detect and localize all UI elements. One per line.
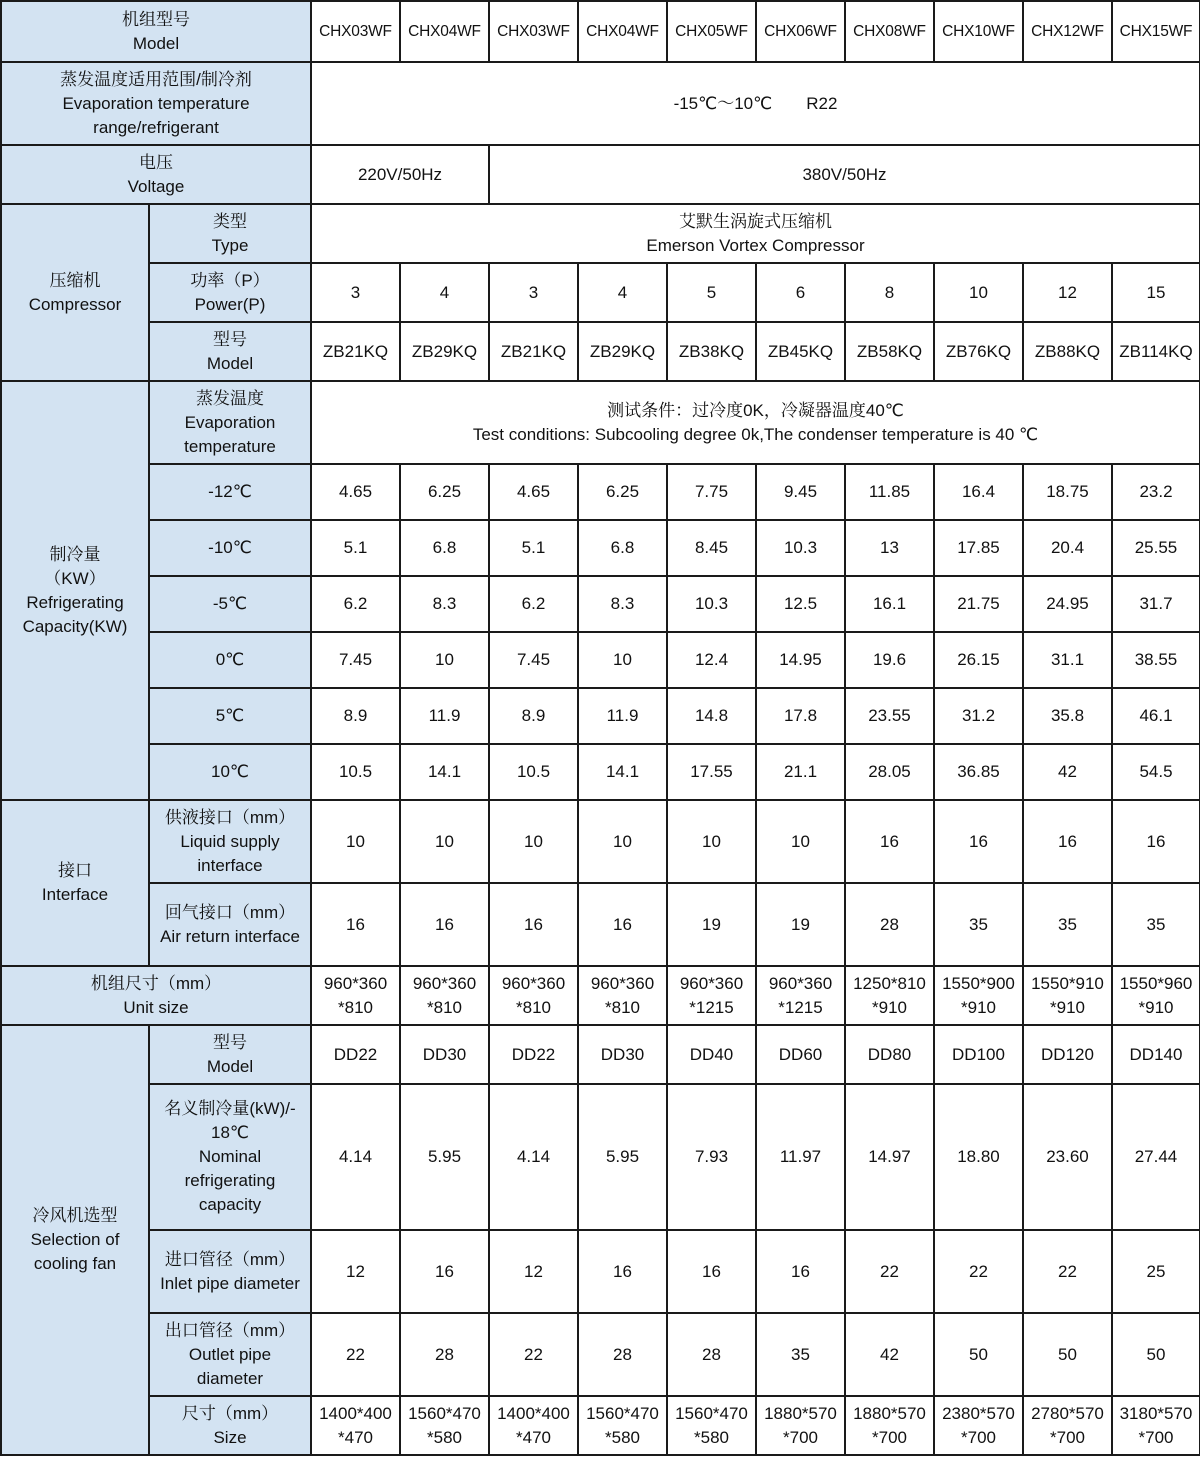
compressor-type-row <box>1 204 1200 263</box>
capacity-cell: 11.9 <box>578 688 667 744</box>
fan-capacity-cell: 27.44 <box>1112 1084 1200 1230</box>
capacity-cell: 17.55 <box>667 744 756 800</box>
fan-size-cell: 1400*400 *470 <box>489 1396 578 1455</box>
air-return-label: 回气接口（mm） Air return interface <box>149 883 311 966</box>
capacity-group-label: 制冷量 （KW） Refrigerating Capacity(KW) <box>1 381 149 800</box>
air-return-row <box>1 883 1200 966</box>
liquid-supply-cell: 10 <box>667 800 756 883</box>
capacity-cell: 12.4 <box>667 632 756 688</box>
liquid-supply-label: 供液接口（mm） Liquid supply interface <box>149 800 311 883</box>
fan-outlet-row <box>1 1313 1200 1396</box>
fan-model-row <box>1 1025 1200 1084</box>
fan-size-cell: 1400*400 *470 <box>311 1396 400 1455</box>
capacity-row <box>1 464 1200 520</box>
fan-outlet-cell: 50 <box>1112 1313 1200 1396</box>
unit-size-label: 机组尺寸（mm） Unit size <box>1 966 311 1025</box>
capacity-cell: 23.55 <box>845 688 934 744</box>
capacity-cell: 10 <box>400 632 489 688</box>
fan-model-cell: DD40 <box>667 1025 756 1084</box>
fan-inlet-cell: 16 <box>667 1230 756 1313</box>
liquid-supply-row <box>1 800 1200 883</box>
fan-model-cell: DD30 <box>578 1025 667 1084</box>
fan-group-label: 冷风机选型 Selection of cooling fan <box>1 1025 149 1455</box>
capacity-cell: 17.8 <box>756 688 845 744</box>
unit-size-cell: 960*360 *1215 <box>667 966 756 1025</box>
compressor-model-cell: ZB114KQ <box>1112 322 1200 381</box>
fan-model-cell: DD22 <box>489 1025 578 1084</box>
fan-capacity-row <box>1 1084 1200 1230</box>
fan-size-cell: 1560*470 *580 <box>400 1396 489 1455</box>
capacity-cell: 6.2 <box>311 576 400 632</box>
compressor-power-row <box>1 263 1200 322</box>
capacity-cell: 12.5 <box>756 576 845 632</box>
fan-outlet-label: 出口管径（mm） Outlet pipe diameter <box>149 1313 311 1396</box>
power-cell: 12 <box>1023 263 1112 322</box>
capacity-cell: 4.65 <box>311 464 400 520</box>
capacity-row <box>1 744 1200 800</box>
air-return-cell: 19 <box>756 883 845 966</box>
power-cell: 6 <box>756 263 845 322</box>
compressor-type-label: 类型 Type <box>149 204 311 263</box>
unit-size-cell: 960*360 *810 <box>489 966 578 1025</box>
capacity-cell: 6.25 <box>400 464 489 520</box>
fan-inlet-cell: 22 <box>845 1230 934 1313</box>
compressor-model-cell: ZB21KQ <box>311 322 400 381</box>
air-return-cell: 16 <box>489 883 578 966</box>
capacity-cell: 7.45 <box>311 632 400 688</box>
capacity-cell: 4.65 <box>489 464 578 520</box>
fan-outlet-cell: 28 <box>400 1313 489 1396</box>
evaporation-temp: 5℃ <box>149 688 311 744</box>
fan-model-cell: DD30 <box>400 1025 489 1084</box>
capacity-cell: 6.2 <box>489 576 578 632</box>
capacity-cell: 16.4 <box>934 464 1023 520</box>
unit-size-cell: 1250*810 *910 <box>845 966 934 1025</box>
compressor-model-cell: ZB21KQ <box>489 322 578 381</box>
fan-model-cell: DD140 <box>1112 1025 1200 1084</box>
fan-capacity-cell: 7.93 <box>667 1084 756 1230</box>
fan-model-cell: DD120 <box>1023 1025 1112 1084</box>
capacity-cell: 21.75 <box>934 576 1023 632</box>
power-cell: 3 <box>489 263 578 322</box>
capacity-cell: 21.1 <box>756 744 845 800</box>
fan-inlet-cell: 22 <box>934 1230 1023 1313</box>
fan-outlet-cell: 35 <box>756 1313 845 1396</box>
power-cell: 4 <box>578 263 667 322</box>
evaporation-range-value <box>311 62 1200 145</box>
air-return-cell: 16 <box>400 883 489 966</box>
compressor-model-row <box>1 322 1200 381</box>
fan-size-cell: 1880*570 *700 <box>845 1396 934 1455</box>
compressor-power-label: 功率（P） Power(P) <box>149 263 311 322</box>
fan-model-label: 型号 Model <box>149 1025 311 1084</box>
capacity-cell: 24.95 <box>1023 576 1112 632</box>
compressor-model-cell: ZB58KQ <box>845 322 934 381</box>
compressor-model-cell: ZB45KQ <box>756 322 845 381</box>
fan-model-cell: DD22 <box>311 1025 400 1084</box>
fan-outlet-cell: 28 <box>667 1313 756 1396</box>
fan-inlet-cell: 25 <box>1112 1230 1200 1313</box>
capacity-cell: 8.3 <box>578 576 667 632</box>
capacity-cell: 8.3 <box>400 576 489 632</box>
air-return-cell: 28 <box>845 883 934 966</box>
voltage-row <box>1 145 1200 204</box>
capacity-cell: 14.8 <box>667 688 756 744</box>
air-return-cell: 35 <box>1112 883 1200 966</box>
capacity-cell: 5.1 <box>311 520 400 576</box>
fan-inlet-cell: 16 <box>578 1230 667 1313</box>
capacity-cell: 11.9 <box>400 688 489 744</box>
capacity-cell: 20.4 <box>1023 520 1112 576</box>
compressor-model-cell: ZB29KQ <box>578 322 667 381</box>
capacity-cell: 14.95 <box>756 632 845 688</box>
power-cell: 15 <box>1112 263 1200 322</box>
model-header-label: 机组型号 Model <box>1 1 311 62</box>
fan-capacity-cell: 11.97 <box>756 1084 845 1230</box>
fan-model-cell: DD80 <box>845 1025 934 1084</box>
fan-size-label: 尺寸（mm） Size <box>149 1396 311 1455</box>
unit-size-cell: 960*360 *810 <box>311 966 400 1025</box>
capacity-cell: 10 <box>578 632 667 688</box>
test-conditions: 测试条件：过冷度0K，冷凝器温度40℃ Test conditions: Subcooling degree 0k,The condenser temperature is 40 ℃ <box>311 381 1200 464</box>
fan-inlet-cell: 22 <box>1023 1230 1112 1313</box>
model-cell: CHX12WF <box>1023 1 1112 62</box>
fan-outlet-cell: 50 <box>934 1313 1023 1396</box>
fan-capacity-cell: 5.95 <box>400 1084 489 1230</box>
fan-inlet-row <box>1 1230 1200 1313</box>
capacity-cell: 19.6 <box>845 632 934 688</box>
liquid-supply-cell: 10 <box>756 800 845 883</box>
unit-size-cell: 1550*900 *910 <box>934 966 1023 1025</box>
capacity-conditions-row <box>1 381 1200 464</box>
evaporation-temp: 10℃ <box>149 744 311 800</box>
capacity-cell: 7.45 <box>489 632 578 688</box>
evaporation-temp: -12℃ <box>149 464 311 520</box>
capacity-cell: 6.8 <box>400 520 489 576</box>
fan-outlet-cell: 22 <box>489 1313 578 1396</box>
capacity-cell: 54.5 <box>1112 744 1200 800</box>
unit-size-cell: 960*360 *1215 <box>756 966 845 1025</box>
model-cell: CHX08WF <box>845 1 934 62</box>
power-cell: 3 <box>311 263 400 322</box>
capacity-cell: 31.7 <box>1112 576 1200 632</box>
fan-size-row <box>1 1396 1200 1455</box>
capacity-row <box>1 632 1200 688</box>
air-return-cell: 16 <box>578 883 667 966</box>
capacity-cell: 46.1 <box>1112 688 1200 744</box>
capacity-row <box>1 688 1200 744</box>
liquid-supply-cell: 10 <box>489 800 578 883</box>
fan-outlet-cell: 28 <box>578 1313 667 1396</box>
capacity-cell: 31.2 <box>934 688 1023 744</box>
capacity-cell: 25.55 <box>1112 520 1200 576</box>
fan-capacity-cell: 5.95 <box>578 1084 667 1230</box>
compressor-model-cell: ZB88KQ <box>1023 322 1112 381</box>
capacity-row <box>1 576 1200 632</box>
evaporation-temp-label: 蒸发温度 Evaporation temperature <box>149 381 311 464</box>
model-cell: CHX15WF <box>1112 1 1200 62</box>
fan-capacity-cell: 4.14 <box>489 1084 578 1230</box>
model-cell: CHX04WF <box>578 1 667 62</box>
capacity-cell: 6.8 <box>578 520 667 576</box>
interface-group-label: 接口 Interface <box>1 800 149 966</box>
capacity-cell: 8.45 <box>667 520 756 576</box>
compressor-model-cell: ZB38KQ <box>667 322 756 381</box>
fan-model-cell: DD60 <box>756 1025 845 1084</box>
capacity-cell: 6.25 <box>578 464 667 520</box>
unit-size-row <box>1 966 1200 1025</box>
capacity-cell: 28.05 <box>845 744 934 800</box>
refrigerant: R22 <box>806 93 838 113</box>
capacity-cell: 36.85 <box>934 744 1023 800</box>
voltage-label: 电压 Voltage <box>1 145 311 204</box>
air-return-cell: 35 <box>934 883 1023 966</box>
capacity-cell: 42 <box>1023 744 1112 800</box>
capacity-cell: 14.1 <box>400 744 489 800</box>
unit-size-cell: 1550*910 *910 <box>1023 966 1112 1025</box>
capacity-cell: 11.85 <box>845 464 934 520</box>
air-return-cell: 35 <box>1023 883 1112 966</box>
capacity-cell: 17.85 <box>934 520 1023 576</box>
power-cell: 8 <box>845 263 934 322</box>
fan-capacity-cell: 23.60 <box>1023 1084 1112 1230</box>
compressor-group-label: 压缩机 Compressor <box>1 204 149 381</box>
fan-outlet-cell: 22 <box>311 1313 400 1396</box>
capacity-cell: 14.1 <box>578 744 667 800</box>
liquid-supply-cell: 16 <box>934 800 1023 883</box>
capacity-cell: 18.75 <box>1023 464 1112 520</box>
air-return-cell: 16 <box>311 883 400 966</box>
capacity-cell: 26.15 <box>934 632 1023 688</box>
fan-outlet-cell: 50 <box>1023 1313 1112 1396</box>
liquid-supply-cell: 10 <box>311 800 400 883</box>
capacity-cell: 8.9 <box>489 688 578 744</box>
fan-size-cell: 1560*470 *580 <box>578 1396 667 1455</box>
capacity-cell: 5.1 <box>489 520 578 576</box>
fan-outlet-cell: 42 <box>845 1313 934 1396</box>
capacity-cell: 23.2 <box>1112 464 1200 520</box>
capacity-row <box>1 520 1200 576</box>
fan-size-cell: 2780*570 *700 <box>1023 1396 1112 1455</box>
fan-capacity-cell: 14.97 <box>845 1084 934 1230</box>
model-cell: CHX04WF <box>400 1 489 62</box>
fan-inlet-cell: 12 <box>311 1230 400 1313</box>
liquid-supply-cell: 16 <box>1023 800 1112 883</box>
power-cell: 10 <box>934 263 1023 322</box>
capacity-cell: 7.75 <box>667 464 756 520</box>
fan-model-cell: DD100 <box>934 1025 1023 1084</box>
voltage-low: 220V/50Hz <box>311 145 489 204</box>
model-cell: CHX06WF <box>756 1 845 62</box>
capacity-cell: 10.5 <box>489 744 578 800</box>
unit-size-cell: 960*360 *810 <box>578 966 667 1025</box>
capacity-cell: 31.1 <box>1023 632 1112 688</box>
model-header-row <box>1 1 1200 62</box>
evaporation-range: -15℃～10℃ <box>673 93 773 113</box>
capacity-cell: 16.1 <box>845 576 934 632</box>
model-cell: CHX03WF <box>311 1 400 62</box>
compressor-type-value: 艾默生涡旋式压缩机 Emerson Vortex Compressor <box>311 204 1200 263</box>
capacity-cell: 13 <box>845 520 934 576</box>
liquid-supply-cell: 10 <box>578 800 667 883</box>
capacity-cell: 38.55 <box>1112 632 1200 688</box>
capacity-cell: 10.3 <box>667 576 756 632</box>
capacity-cell: 9.45 <box>756 464 845 520</box>
power-cell: 5 <box>667 263 756 322</box>
capacity-cell: 35.8 <box>1023 688 1112 744</box>
unit-size-cell: 960*360 *810 <box>400 966 489 1025</box>
fan-inlet-cell: 12 <box>489 1230 578 1313</box>
capacity-cell: 10.3 <box>756 520 845 576</box>
capacity-cell: 8.9 <box>311 688 400 744</box>
compressor-model-label: 型号 Model <box>149 322 311 381</box>
air-return-cell: 19 <box>667 883 756 966</box>
compressor-model-cell: ZB76KQ <box>934 322 1023 381</box>
evaporation-temp: -5℃ <box>149 576 311 632</box>
evaporation-temp: -10℃ <box>149 520 311 576</box>
model-cell: CHX05WF <box>667 1 756 62</box>
fan-size-cell: 2380*570 *700 <box>934 1396 1023 1455</box>
fan-inlet-cell: 16 <box>400 1230 489 1313</box>
power-cell: 4 <box>400 263 489 322</box>
voltage-high: 380V/50Hz <box>489 145 1200 204</box>
fan-size-cell: 1560*470 *580 <box>667 1396 756 1455</box>
compressor-model-cell: ZB29KQ <box>400 322 489 381</box>
fan-capacity-cell: 4.14 <box>311 1084 400 1230</box>
liquid-supply-cell: 16 <box>1112 800 1200 883</box>
evaporation-range-row <box>1 62 1200 145</box>
fan-capacity-label: 名义制冷量(kW)/- 18℃ Nominal refrigerating capacity <box>149 1084 311 1230</box>
fan-inlet-label: 进口管径（mm） Inlet pipe diameter <box>149 1230 311 1313</box>
fan-size-cell: 1880*570 *700 <box>756 1396 845 1455</box>
evaporation-range-label: 蒸发温度适用范围/制冷剂 Evaporation temperature range/refrigerant <box>1 62 311 145</box>
fan-inlet-cell: 16 <box>756 1230 845 1313</box>
model-cell: CHX10WF <box>934 1 1023 62</box>
model-cell: CHX03WF <box>489 1 578 62</box>
fan-size-cell: 3180*570 *700 <box>1112 1396 1200 1455</box>
capacity-cell: 10.5 <box>311 744 400 800</box>
unit-size-cell: 1550*960 *910 <box>1112 966 1200 1025</box>
liquid-supply-cell: 16 <box>845 800 934 883</box>
evaporation-temp: 0℃ <box>149 632 311 688</box>
fan-capacity-cell: 18.80 <box>934 1084 1023 1230</box>
liquid-supply-cell: 10 <box>400 800 489 883</box>
